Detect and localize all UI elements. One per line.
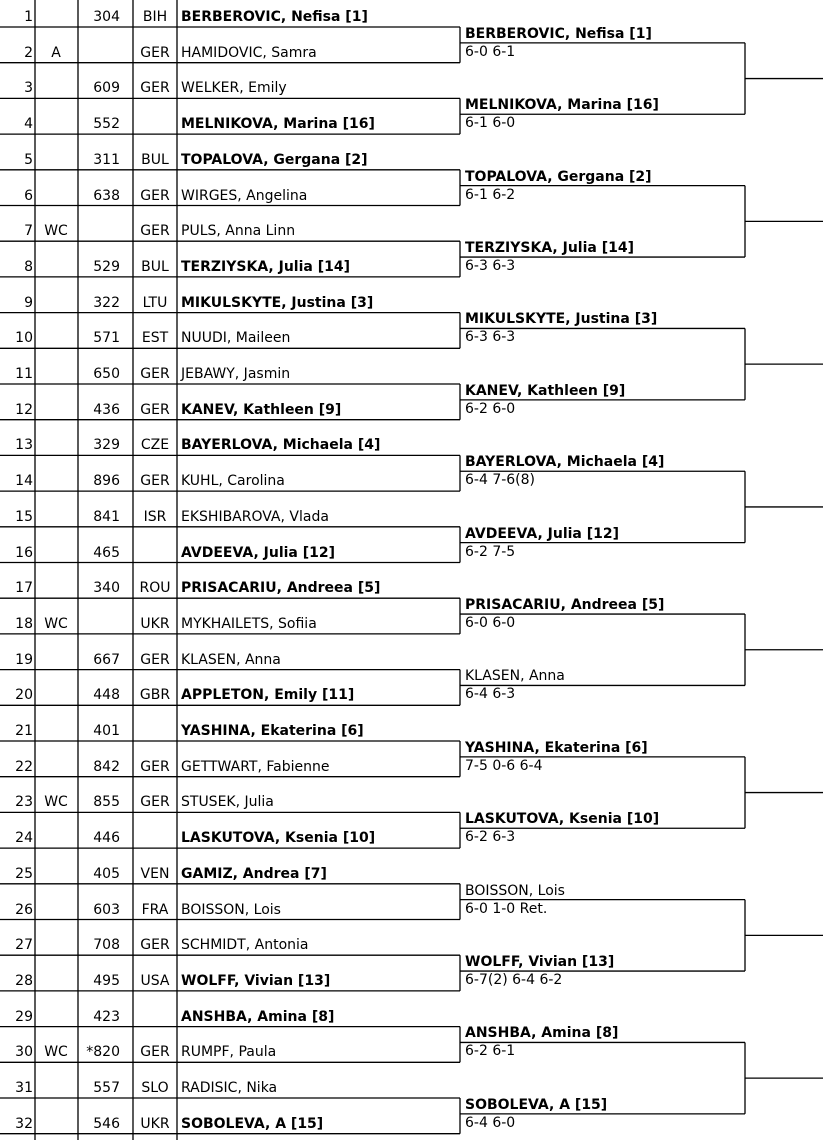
match-winner: LASKUTOVA, Ksenia [10] bbox=[465, 811, 660, 828]
player-name: WELKER, Emily bbox=[181, 80, 287, 97]
player-name: MELNIKOVA, Marina [16] bbox=[181, 116, 375, 133]
player-country: BUL bbox=[141, 258, 169, 275]
player-rank: 465 bbox=[93, 544, 120, 561]
player-country: UKR bbox=[140, 615, 170, 632]
player-country: GBR bbox=[139, 687, 171, 704]
player-country: GER bbox=[140, 794, 170, 811]
draw-position: 22 bbox=[15, 758, 33, 775]
draw-position: 21 bbox=[15, 723, 33, 739]
draw-position: 15 bbox=[15, 508, 33, 525]
player-name: YASHINA, Ekaterina [6] bbox=[181, 723, 364, 739]
draw-position: 17 bbox=[15, 580, 33, 597]
match-score: 6-4 6-0 bbox=[465, 1114, 516, 1131]
player-country: ROU bbox=[139, 580, 171, 597]
player-name: EKSHIBAROVA, Vlada bbox=[181, 508, 329, 525]
player-country: BUL bbox=[141, 151, 169, 168]
player-country: GER bbox=[140, 187, 170, 204]
player-rank: 446 bbox=[93, 830, 120, 847]
player-name: PRISACARIU, Andreea [5] bbox=[181, 580, 381, 597]
player-name: RUMPF, Paula bbox=[181, 1044, 277, 1061]
player-name: LASKUTOVA, Ksenia [10] bbox=[181, 830, 376, 847]
draw-position: 7 bbox=[24, 223, 33, 240]
match-winner: MIKULSKYTE, Justina [3] bbox=[465, 311, 658, 328]
player-rank: 896 bbox=[93, 473, 120, 490]
player-name: BERBEROVIC, Nefisa [1] bbox=[181, 9, 368, 25]
draw-position: 11 bbox=[15, 366, 33, 382]
player-country: GER bbox=[140, 401, 170, 418]
player-name: NUUDI, Maileen bbox=[181, 330, 291, 347]
match-score: 6-0 6-1 bbox=[465, 43, 516, 60]
match-winner: AVDEEVA, Julia [12] bbox=[465, 525, 620, 542]
draw-position: 16 bbox=[15, 544, 33, 561]
match-score: 7-5 0-6 6-4 bbox=[465, 757, 543, 774]
match-score: 6-2 6-3 bbox=[465, 829, 516, 846]
player-country: GER bbox=[140, 651, 170, 668]
player-rank: 329 bbox=[93, 437, 120, 454]
player-name: SCHMIDT, Antonia bbox=[181, 937, 309, 954]
player-country: ISR bbox=[143, 508, 167, 525]
player-country: GER bbox=[140, 44, 170, 61]
entry-status: WC bbox=[44, 794, 68, 811]
player-country: SLO bbox=[141, 1080, 169, 1096]
player-country: LTU bbox=[142, 294, 168, 311]
match-score: 6-1 6-0 bbox=[465, 115, 516, 132]
player-rank: 667 bbox=[93, 651, 120, 668]
player-rank: 304 bbox=[93, 9, 120, 25]
player-rank: 495 bbox=[93, 972, 120, 989]
player-rank: 529 bbox=[93, 258, 120, 275]
player-name: AVDEEVA, Julia [12] bbox=[181, 544, 336, 561]
draw-position: 27 bbox=[15, 937, 33, 954]
draw-position: 13 bbox=[15, 437, 33, 454]
draw-position: 10 bbox=[15, 330, 33, 347]
match-winner: BOISSON, Lois bbox=[465, 882, 565, 899]
entry-status: WC bbox=[44, 1044, 68, 1061]
player-country: FRA bbox=[141, 901, 169, 918]
player-country: VEN bbox=[140, 865, 170, 882]
player-name: GETTWART, Fabienne bbox=[181, 758, 330, 775]
match-score: 6-0 1-0 Ret. bbox=[465, 900, 548, 917]
player-rank: 448 bbox=[93, 687, 120, 704]
match-winner: TOPALOVA, Gergana [2] bbox=[465, 168, 652, 185]
match-winner: BERBEROVIC, Nefisa [1] bbox=[465, 25, 652, 42]
entry-status: A bbox=[51, 44, 61, 61]
draw-position: 9 bbox=[24, 294, 33, 311]
match-winner: KLASEN, Anna bbox=[465, 668, 565, 685]
player-country: GER bbox=[140, 223, 170, 240]
draw-position: 32 bbox=[15, 1115, 33, 1132]
match-score: 6-3 6-3 bbox=[465, 329, 516, 346]
player-name: PULS, Anna Linn bbox=[181, 223, 296, 240]
player-name: STUSEK, Julia bbox=[181, 794, 274, 811]
player-rank: 842 bbox=[93, 758, 120, 775]
player-name: MYKHAILETS, Sofiia bbox=[181, 615, 317, 632]
match-winner: TERZIYSKA, Julia [14] bbox=[465, 240, 634, 257]
draw-position: 20 bbox=[15, 687, 33, 704]
draw-position: 28 bbox=[15, 972, 33, 989]
player-country: UKR bbox=[140, 1115, 170, 1132]
draw-position: 5 bbox=[24, 151, 33, 168]
player-name: TOPALOVA, Gergana [2] bbox=[181, 151, 368, 168]
player-rank: 552 bbox=[93, 116, 120, 133]
player-rank: 841 bbox=[93, 508, 120, 525]
player-name: GAMIZ, Andrea [7] bbox=[181, 865, 327, 882]
player-name: RADISIC, Nika bbox=[181, 1080, 278, 1096]
match-score: 6-7(2) 6-4 6-2 bbox=[465, 972, 563, 989]
player-rank: 557 bbox=[93, 1080, 120, 1096]
draw-position: 6 bbox=[24, 187, 33, 204]
match-winner: WOLFF, Vivian [13] bbox=[465, 954, 615, 971]
match-score: 6-4 7-6(8) bbox=[465, 472, 536, 489]
player-name: KUHL, Carolina bbox=[181, 473, 285, 490]
player-name: TERZIYSKA, Julia [14] bbox=[181, 258, 350, 275]
draw-position: 12 bbox=[15, 401, 33, 418]
player-country: GER bbox=[140, 1044, 170, 1061]
player-name: KANEV, Kathleen [9] bbox=[181, 401, 342, 418]
player-name: JEBAWY, Jasmin bbox=[181, 366, 291, 382]
entry-status: WC bbox=[44, 615, 68, 632]
player-country: GER bbox=[140, 758, 170, 775]
player-rank: 401 bbox=[93, 723, 120, 739]
player-name: ANSHBA, Amina [8] bbox=[181, 1008, 335, 1025]
player-name: SOBOLEVA, A [15] bbox=[181, 1115, 324, 1132]
player-rank: 650 bbox=[93, 366, 120, 382]
match-winner: BAYERLOVA, Michaela [4] bbox=[465, 454, 665, 471]
player-rank: 436 bbox=[93, 401, 120, 418]
match-score: 6-3 6-3 bbox=[465, 258, 516, 275]
match-score: 6-4 6-3 bbox=[465, 686, 516, 703]
player-rank: 855 bbox=[93, 794, 120, 811]
match-winner: ANSHBA, Amina [8] bbox=[465, 1025, 619, 1042]
draw-position: 18 bbox=[15, 615, 33, 632]
player-name: APPLETON, Emily [11] bbox=[181, 687, 355, 704]
player-rank: *820 bbox=[86, 1044, 120, 1061]
player-rank: 571 bbox=[93, 330, 120, 347]
draw-position: 23 bbox=[15, 794, 33, 811]
entry-status: WC bbox=[44, 223, 68, 240]
player-country: GER bbox=[140, 473, 170, 490]
match-winner: PRISACARIU, Andreea [5] bbox=[465, 597, 665, 614]
player-name: HAMIDOVIC, Samra bbox=[181, 44, 317, 61]
match-score: 6-2 6-0 bbox=[465, 400, 516, 417]
draw-position: 31 bbox=[15, 1080, 33, 1096]
draw-position: 30 bbox=[15, 1044, 33, 1061]
player-rank: 546 bbox=[93, 1115, 120, 1132]
draw-position: 26 bbox=[15, 901, 33, 918]
player-rank: 603 bbox=[93, 901, 120, 918]
player-name: MIKULSKYTE, Justina [3] bbox=[181, 294, 374, 311]
draw-position: 14 bbox=[15, 473, 33, 490]
match-winner: YASHINA, Ekaterina [6] bbox=[465, 739, 648, 756]
match-score: 6-2 7-5 bbox=[465, 543, 516, 560]
match-winner: KANEV, Kathleen [9] bbox=[465, 382, 626, 399]
draw-position: 24 bbox=[15, 830, 33, 847]
player-rank: 609 bbox=[93, 80, 120, 97]
match-score: 6-1 6-2 bbox=[465, 186, 516, 203]
draw-position: 19 bbox=[15, 651, 33, 668]
player-rank: 708 bbox=[93, 937, 120, 954]
player-country: GER bbox=[140, 366, 170, 382]
player-country: EST bbox=[141, 330, 169, 347]
draw-position: 4 bbox=[24, 116, 33, 133]
player-name: BOISSON, Lois bbox=[181, 901, 281, 918]
match-winner: SOBOLEVA, A [15] bbox=[465, 1096, 608, 1113]
player-name: BAYERLOVA, Michaela [4] bbox=[181, 437, 381, 454]
player-country: GER bbox=[140, 80, 170, 97]
draw-position: 2 bbox=[24, 44, 33, 61]
match-score: 6-2 6-1 bbox=[465, 1043, 516, 1060]
player-country: CZE bbox=[140, 437, 170, 454]
player-rank: 423 bbox=[93, 1008, 120, 1025]
player-name: WIRGES, Angelina bbox=[181, 187, 308, 204]
draw-position: 8 bbox=[24, 258, 33, 275]
player-rank: 340 bbox=[93, 580, 120, 597]
match-winner: MELNIKOVA, Marina [16] bbox=[465, 97, 659, 114]
draw-position: 29 bbox=[15, 1008, 33, 1025]
player-country: GER bbox=[140, 937, 170, 954]
player-name: WOLFF, Vivian [13] bbox=[181, 972, 331, 989]
player-country: USA bbox=[140, 972, 170, 989]
match-score: 6-0 6-0 bbox=[465, 615, 516, 632]
player-country: BIH bbox=[142, 9, 168, 25]
player-rank: 322 bbox=[93, 294, 120, 311]
draw-position: 3 bbox=[24, 80, 33, 97]
player-rank: 638 bbox=[93, 187, 120, 204]
player-rank: 311 bbox=[93, 151, 120, 168]
draw-position: 25 bbox=[15, 865, 33, 882]
player-rank: 405 bbox=[93, 865, 120, 882]
draw-position: 1 bbox=[24, 9, 33, 25]
player-name: KLASEN, Anna bbox=[181, 651, 281, 668]
